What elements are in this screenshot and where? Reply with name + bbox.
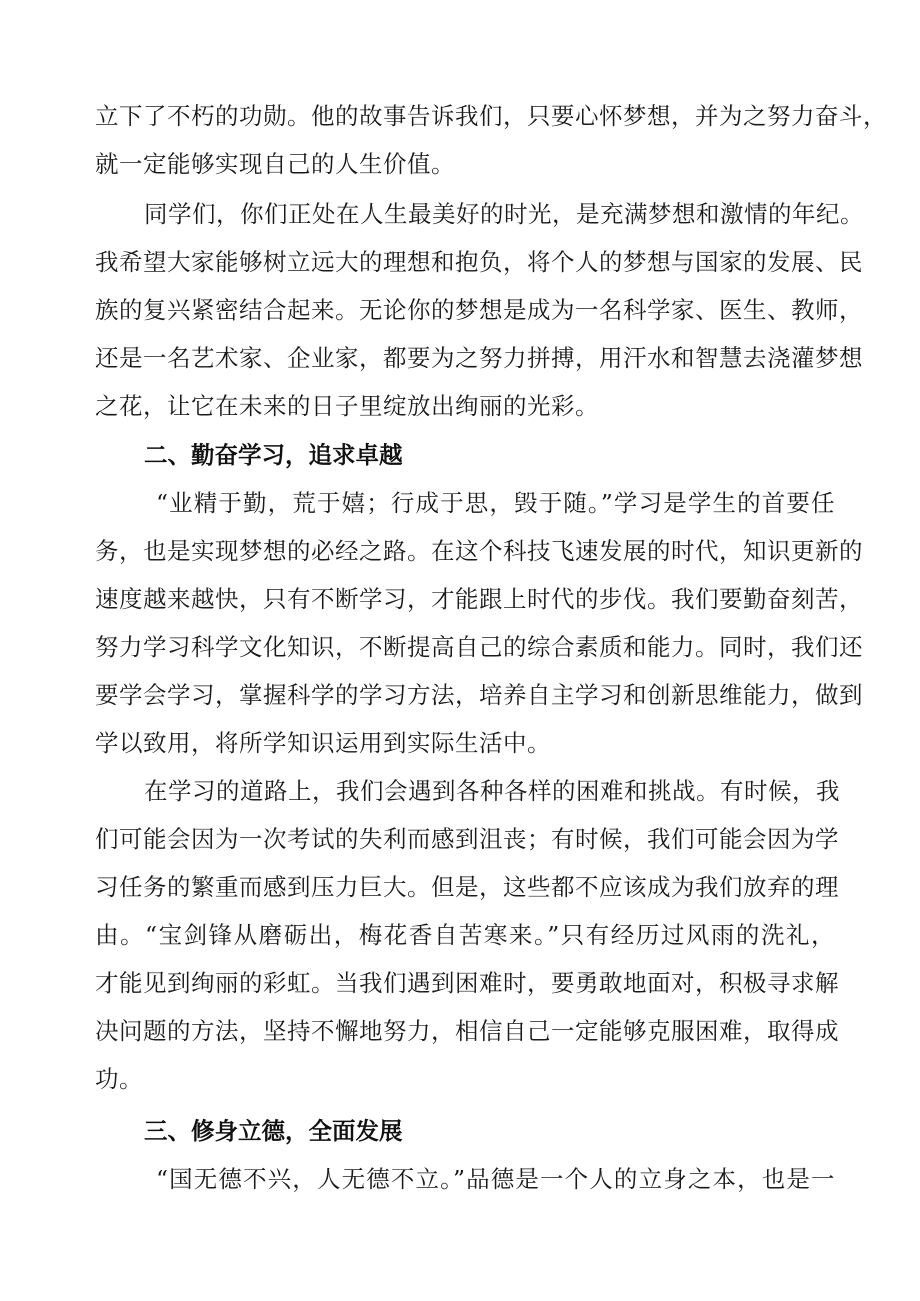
paragraph-line: 务，也是实现梦想的必经之路。在这个科技飞速发展的时代，知识更新的 (95, 537, 863, 565)
section-heading: 二、勤奋学习，追求卓越 (144, 441, 403, 469)
paragraph-line: 学以致用，将所学知识运用到实际生活中。 (95, 729, 551, 757)
paragraph-line: 决问题的方法，坚持不懈地努力，相信自己一定能够克服困难，取得成 (95, 1017, 839, 1045)
paragraph-line: 习任务的繁重而感到压力巨大。但是，这些都不应该成为我们放弃的理 (95, 873, 839, 901)
paragraph-line: 努力学习科学文化知识，不断提高自己的综合素质和能力。同时，我们还 (95, 633, 863, 661)
paragraph-line: 功。 (95, 1065, 143, 1093)
paragraph-line: “业精于勤，荒于嬉；行成于思，毁于随。”学习是学生的首要任 (156, 489, 835, 517)
paragraph-line: 由。“宝剑锋从磨砺出，梅花香自苦寒来。”只有经历过风雨的洗礼， (95, 921, 835, 949)
paragraph-line: 们可能会因为一次考试的失利而感到沮丧；有时候，我们可能会因为学 (95, 825, 839, 853)
paragraph-line: 还是一名艺术家、企业家，都要为之努力拼搏，用汗水和智慧去浇灌梦想 (95, 344, 863, 372)
paragraph-line: 我希望大家能够树立远大的理想和抱负，将个人的梦想与国家的发展、民 (95, 248, 863, 276)
paragraph-line: 之花，让它在未来的日子里绽放出绚丽的光彩。 (95, 392, 599, 420)
paragraph-line: 同学们，你们正处在人生最美好的时光，是充满梦想和激情的年纪。 (144, 200, 864, 228)
section-heading: 三、修身立德，全面发展 (144, 1117, 403, 1145)
paragraph-line: 在学习的道路上，我们会遇到各种各样的困难和挑战。有时候，我 (144, 777, 840, 805)
paragraph-line: 要学会学习，掌握科学的学习方法，培养自主学习和创新思维能力，做到 (95, 681, 863, 709)
paragraph-line: 就一定能够实现自己的人生价值。 (95, 150, 455, 178)
paragraph-line: “国无德不兴，人无德不立。”品德是一个人的立身之本，也是一 (156, 1165, 835, 1193)
paragraph-line: 速度越来越快，只有不断学习，才能跟上时代的步伐。我们要勤奋刻苦， (95, 585, 863, 613)
paragraph-line: 立下了不朽的功勋。他的故事告诉我们，只要心怀梦想，并为之努力奋斗， (95, 102, 887, 130)
paragraph-line: 才能见到绚丽的彩虹。当我们遇到困难时，要勇敢地面对，积极寻求解 (95, 969, 839, 997)
paragraph-line: 族的复兴紧密结合起来。无论你的梦想是成为一名科学家、医生、教师， (95, 296, 863, 324)
